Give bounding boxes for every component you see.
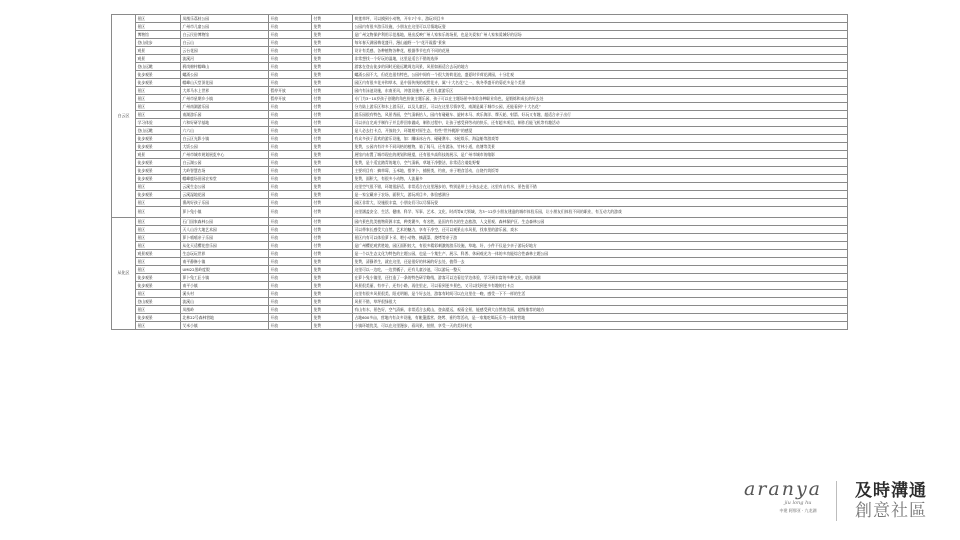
fee-cell: 免费 <box>312 71 353 79</box>
description-cell: 有山有水，景色好，空气清新，非常适合去爬山，登高望远，观看全景，能感受到大自然的美丽，超级推荐的地方 <box>353 306 848 314</box>
description-cell: 是广州樱花观赏胜地，园区面积较大，有很多精彩刺激的游乐设施，草地、好，小件不仅是少亲子游玩好地方 <box>353 242 848 250</box>
table-row <box>112 47 848 55</box>
attraction-name-cell: 艾米小镇 <box>181 322 269 330</box>
description-cell: 景区内有可以体验萝卜采、喂小动物、摘蔬菜、烧烤等亲子游 <box>353 234 848 242</box>
status-cell: 开放 <box>269 191 312 199</box>
fee-cell: 免费 <box>312 306 353 314</box>
attraction-name-cell: 从化天适樱花悠乐园 <box>181 242 269 250</box>
fee-cell: 付费 <box>312 207 353 218</box>
fee-cell: 免费 <box>312 266 353 274</box>
category-cell: 景区 <box>136 103 181 111</box>
table-row <box>112 258 848 266</box>
table-row <box>112 159 848 167</box>
description-cell: 分为陆上游乐区和水上游乐区，以及儿童区，可以在这里尽情享受，南湖是属于城市公园，还能看到“十大名花” <box>353 103 848 111</box>
attraction-name-cell: 云溪湿地花园 <box>181 191 269 199</box>
table-row <box>112 298 848 306</box>
attraction-name-cell: 广州市儿童公园 <box>181 23 269 31</box>
description-cell: 免费，面积大，有很多小动物，人流量多 <box>353 175 848 183</box>
fee-cell: 免费 <box>312 143 353 151</box>
category-cell: 景区 <box>136 242 181 250</box>
fee-cell: 免费 <box>312 258 353 266</box>
fee-cell: 付费 <box>312 218 353 226</box>
description-cell: 这里空气很不错，环境很舒适，非常适合在这里漫步的，特别是带上小孩去走走，这里有山有水，景色很不错 <box>353 183 848 191</box>
attractions-table <box>111 14 848 330</box>
status-cell: 开放 <box>269 266 312 274</box>
status-cell: 开放 <box>269 234 312 242</box>
aranya-logo <box>728 480 838 514</box>
description-cell: 游乐园很有特色，风景秀丽，空气清新怡人，园内有碰碰车、旋转木马、欢乐海洋、摩天轮、射箭、好玩又有趣，超适合亲子出行 <box>353 111 848 119</box>
partner-logo-line2: 創意社區 <box>855 500 927 521</box>
table-row <box>112 119 848 127</box>
attraction-name-cell: 萝卜兔小镇 <box>181 207 269 218</box>
fee-cell: 付费 <box>312 111 353 119</box>
description-cell: 是一家宝藏亲子农场，面积大，游玩项目多，体验感满分 <box>353 191 848 199</box>
description-cell: 荷莲草坪，可以摸到小动物，开车7个车，游玩项目多 <box>353 15 848 23</box>
fee-cell: 付费 <box>312 103 353 111</box>
table-row <box>112 266 848 274</box>
status-cell: 开放 <box>269 258 312 266</box>
description-cell: 每年春天满园梅花盛开，漫山遍野一个“花开雨露”景象 <box>353 39 848 47</box>
description-cell: 设计有美感，各种植物各种花，根据季节也有不同的花展 <box>353 47 848 55</box>
status-cell: 开放 <box>269 151 312 159</box>
category-cell: 景区 <box>136 290 181 298</box>
table-row <box>112 135 848 143</box>
attraction-name-cell: 南平小镇 <box>181 282 269 290</box>
category-cell: 博物馆 <box>136 31 181 39</box>
status-cell: 开放 <box>269 290 312 298</box>
attraction-name-cell: 萝卜兔工匠小镇 <box>181 274 269 282</box>
status-cell: 开放 <box>269 55 312 63</box>
category-cell: 景区 <box>136 218 181 226</box>
description-cell: 占地600多亩，营地内有众多设施，有帐篷露营、烧烤、垂钓等活动，是一家集吃喝玩乐为一体的营地 <box>353 314 848 322</box>
category-cell: 徒步观景 <box>136 79 181 87</box>
table-row <box>112 322 848 330</box>
category-cell: 观景观景 <box>136 250 181 258</box>
table-row <box>112 63 848 71</box>
category-cell: 景区 <box>136 15 181 23</box>
table-row <box>112 15 848 23</box>
category-cell: 景区 <box>136 207 181 218</box>
table-row <box>112 71 848 79</box>
category-cell: 徒步观景 <box>136 135 181 143</box>
category-cell: 景区 <box>136 306 181 314</box>
attraction-name-cell: 云台花园 <box>181 47 269 55</box>
status-cell: 开放 <box>269 199 312 207</box>
description-cell: 在萝卜兔小镇里，还打造了一条的特色研学路线，游客可以边看边学边体验，学习到丰富的多种文化，收获满满 <box>353 274 848 282</box>
fee-cell: 付费 <box>312 87 353 95</box>
description-cell: 风景不错，草坪很绿很大 <box>353 298 848 306</box>
fee-cell: 免费 <box>312 151 353 159</box>
status-cell: 开放 <box>269 63 312 71</box>
attraction-name-cell: 帽峰鹿场田园农家堂 <box>181 175 269 183</box>
fee-cell: 免费 <box>312 175 353 183</box>
table-row <box>112 167 848 175</box>
table-row <box>112 218 848 226</box>
status-cell: 开放 <box>269 103 312 111</box>
attraction-name-cell: 流溪山 <box>181 298 269 306</box>
attraction-name-cell: 帽峰山天堂顶花园 <box>181 79 269 87</box>
category-cell: 景区 <box>136 226 181 234</box>
fee-cell: 免费 <box>312 290 353 298</box>
attraction-name-cell: 番禺好孩子乐园 <box>181 199 269 207</box>
attraction-name-cell: 大岭智慧农场 <box>181 167 269 175</box>
status-cell: 开放 <box>269 207 312 218</box>
description-cell: 展馆内布置了城市现在的规划和展望，还有很多高科技的展示，是广州市城市的缩影 <box>353 151 848 159</box>
table-row <box>112 95 848 103</box>
table-row <box>112 111 848 119</box>
attraction-name-cell: 凤凰岭 <box>181 306 269 314</box>
aranya-subtitle: jiu long hu <box>784 500 812 506</box>
category-cell: 景区 <box>136 258 181 266</box>
description-cell: 是人必去打卡点，开放较少，环境相对原生态，有些“世外桃源”的感觉 <box>353 127 848 135</box>
description-cell: 这里涵盖安全、生活、健康、科学、军事、艺术、文化、时尚等8大领域，为3~12岁小朋友建造的城市体验乐园，让小朋友们体验不同的职业，有互动大的游戏 <box>353 207 848 218</box>
fee-cell: 付费 <box>312 226 353 234</box>
status-cell: 暂停开放 <box>269 95 312 103</box>
fee-cell: 免费 <box>312 79 353 87</box>
status-cell: 开放 <box>269 127 312 135</box>
description-cell: 游客在登山徒步的同时还能远眺周边风景，风景如画适合去玩的地方 <box>353 63 848 71</box>
status-cell: 暂停开放 <box>269 87 312 95</box>
description-cell: 免费，公园内有许多不同风格的植物，骑了骑马，还有游泳，竹林小道，鱼塘等美景 <box>353 143 848 151</box>
fee-cell: 付费 <box>312 95 353 103</box>
table-row <box>112 242 848 250</box>
description-cell: 这里有很多风景很美，阳光明媚，是个好去处，游客有时间可以在这里住一晚，感受一下不一样的生活 <box>353 290 848 298</box>
status-cell: 开放 <box>269 314 312 322</box>
category-cell: 徒步观景 <box>136 167 181 175</box>
table-row <box>112 103 848 111</box>
fee-cell: 免费 <box>312 127 353 135</box>
category-cell: 景区 <box>136 111 181 119</box>
attraction-name-cell: 石门国家森林公园 <box>181 218 269 226</box>
table-row <box>112 151 848 159</box>
attraction-name-cell: 白云湖公园 <box>181 159 269 167</box>
category-cell: 景区 <box>136 199 181 207</box>
status-cell: 开放 <box>269 31 312 39</box>
attraction-name-cell: 广州南湖游乐园 <box>181 103 269 111</box>
status-cell: 开放 <box>269 306 312 314</box>
description-cell: 是广州文物保护利用示范基地，展出反映广州人家家乐的场景，也是关爱家广州人家家爱城好的居场 <box>353 31 848 39</box>
category-cell: 徒步观景 <box>136 274 181 282</box>
region-cell: 白云区 <box>112 15 136 218</box>
category-cell: 徒步观景 <box>136 282 181 290</box>
description-cell: 风景很美丽，有亭子，还有小路，再往里走，可以看到更多景色，又可以找到更多有趣的打卡点 <box>353 282 848 290</box>
description-cell: 可以亲自完成手制作子并且带回家做成，制作过程中，让孩子感受到劳动的快乐，还有超多项目，制作后能飞机等有趣活动 <box>353 119 848 127</box>
status-cell: 开放 <box>269 183 312 191</box>
table-row <box>112 250 848 258</box>
fee-cell: 免费 <box>312 322 353 330</box>
status-cell: 开放 <box>269 79 312 87</box>
table-row <box>112 282 848 290</box>
category-cell: 徒步观景 <box>136 143 181 151</box>
aranya-chinese-caption: 中建 阿那亚 · 九龙湖 <box>779 508 817 513</box>
fee-cell: 付费 <box>312 250 353 258</box>
status-cell: 开放 <box>269 15 312 23</box>
description-cell: 免费，是个适宜踏青的地方，空气清新，草地干净整洁，非常适合遛娃野餐 <box>353 159 848 167</box>
attraction-name-cell: 广州市星期乡小镇 <box>181 95 269 103</box>
attraction-name-cell: 白云山 <box>181 39 269 47</box>
description-cell: 园内景色优美植物资源丰富，种类繁多，有名胜，是国内有名的生态旅游，人文景观、森林保护区、生态森林公园 <box>353 218 848 226</box>
description-cell: 主要项目有：摘草莓，玉米地，搭茅卜，捕捞类，钓鱼，亲子喂食活动，自烧竹筒饭等 <box>353 167 848 175</box>
fee-cell: 免费 <box>312 55 353 63</box>
status-cell: 开放 <box>269 250 312 258</box>
attraction-name-cell: 螺涌公园 <box>181 71 269 79</box>
category-cell: 登山远眺 <box>136 127 181 135</box>
fee-cell: 免费 <box>312 159 353 167</box>
attraction-name-cell: 六和好研学基地 <box>181 119 269 127</box>
description-cell: 公园内有很多游乐设施，小朋友在这里可以尽情地玩耍 <box>353 23 848 31</box>
table-row <box>112 183 848 191</box>
fee-cell: 付费 <box>312 199 353 207</box>
region-cell: 从化区 <box>112 218 136 330</box>
category-cell: 观景 <box>136 47 181 55</box>
attraction-name-cell: 鸦岗棉村帽峰山 <box>181 63 269 71</box>
status-cell: 开放 <box>269 47 312 55</box>
category-cell: 观景 <box>136 55 181 63</box>
fee-cell: 免费 <box>312 314 353 322</box>
category-cell: 徒步观景 <box>136 191 181 199</box>
table-row <box>112 290 848 298</box>
status-cell: 开放 <box>269 274 312 282</box>
description-cell: 是一个以生态文化为特色的主题公园，也是一个集生产、展示、科普、休闲观光为一体的多功能综合性森林主题公园 <box>353 250 848 258</box>
status-cell: 开放 <box>269 71 312 79</box>
fee-cell: 免费 <box>312 31 353 39</box>
attractions-table-body <box>112 15 848 330</box>
description-cell: 小镇环境优美，可以在这里漫步，看风景，拍照，享受一天的美好时光 <box>353 322 848 330</box>
status-cell: 开放 <box>269 111 312 119</box>
attraction-name-cell: 天人山谷大地艺术园 <box>181 226 269 234</box>
status-cell: 开放 <box>269 159 312 167</box>
fee-cell: 付费 <box>312 119 353 127</box>
table-row <box>112 55 848 63</box>
attraction-name-cell: 生态玩玩世界 <box>181 250 269 258</box>
status-cell: 开放 <box>269 282 312 290</box>
fee-cell: 付费 <box>312 167 353 175</box>
attraction-name-cell: 北林22号森林营地 <box>181 314 269 322</box>
category-cell: 景区 <box>136 87 181 95</box>
logo-divider <box>836 481 837 521</box>
attraction-name-cell: 溪头村 <box>181 290 269 298</box>
attraction-name-cell: 大饭公园 <box>181 143 269 151</box>
partner-logo-line1: 及時溝通 <box>855 481 927 501</box>
table-row <box>112 226 848 234</box>
table-row <box>112 31 848 39</box>
table-row <box>112 175 848 183</box>
category-cell: 观景 <box>136 151 181 159</box>
attraction-name-cell: 白云民俗博物馆 <box>181 31 269 39</box>
description-cell: 免费，清静养生，就在这里，还是很好的休闲的好去处，值得一去 <box>353 258 848 266</box>
attraction-name-cell: 萝卜嘻嘻亲子乐园 <box>181 234 269 242</box>
description-cell: 园内有泳池设施，东南亚风，冲浪设施多，还有儿童游乐区 <box>353 87 848 95</box>
category-cell: 徒步观景 <box>136 175 181 183</box>
attraction-name-cell: 南平静修小镇 <box>181 258 269 266</box>
fee-cell: 免费 <box>312 183 353 191</box>
status-cell: 开放 <box>269 119 312 127</box>
fee-cell: 免费 <box>312 274 353 282</box>
category-cell: 登山远眺 <box>136 63 181 71</box>
description-cell: 这里可以一边吃，一边赏橘子，还有儿童沙池，可以游玩一整天 <box>353 266 848 274</box>
category-cell: 景区 <box>136 322 181 330</box>
category-cell: 徒步观景 <box>136 159 181 167</box>
description-cell: 园区非常大，设施很丰富，小朋友们可以尽情玩耍 <box>353 199 848 207</box>
description-cell: 专门为3~10岁孩子创建的角色扮演主题乐园，孩子可以在主题场景中体验各种职业角色，是锻炼和成长的好去处 <box>353 95 848 103</box>
status-cell: 开放 <box>269 143 312 151</box>
attraction-name-cell: 流溪河 <box>181 55 269 63</box>
category-cell: 景区 <box>136 234 181 242</box>
table-row <box>112 207 848 218</box>
category-cell: 徒步观景 <box>136 314 181 322</box>
fee-cell: 免费 <box>312 282 353 290</box>
table-row <box>112 191 848 199</box>
attraction-name-cell: 六六山 <box>181 127 269 135</box>
fee-cell: 免费 <box>312 23 353 31</box>
table-row <box>112 87 848 95</box>
status-cell: 开放 <box>269 298 312 306</box>
attraction-name-cell: 白云区光影小镇 <box>181 135 269 143</box>
status-cell: 开放 <box>269 167 312 175</box>
table-row <box>112 79 848 87</box>
attraction-name-cell: 广州市城市规划展览中心 <box>181 151 269 159</box>
category-cell: 景区 <box>136 95 181 103</box>
table-row <box>112 199 848 207</box>
fee-cell: 付费 <box>312 234 353 242</box>
status-cell: 开放 <box>269 23 312 31</box>
table-row <box>112 127 848 135</box>
description-cell: 可以带家长感受大自然，艺术的魅力，享有干净空，还可以观景山水风景，找家里的游乐园，戏水 <box>353 226 848 234</box>
status-cell: 开放 <box>269 175 312 183</box>
table-row <box>112 143 848 151</box>
category-cell: 徒步观景 <box>136 71 181 79</box>
table-row <box>112 314 848 322</box>
fee-cell: 付费 <box>312 242 353 250</box>
fee-cell: 免费 <box>312 191 353 199</box>
category-cell: 学习体验 <box>136 119 181 127</box>
description-cell: 有众多孩子喜欢的游乐设施，如：蹦床冰台内、碰碰赛车、水枪娱乐，海盗船等游戏等 <box>353 135 848 143</box>
table-row <box>112 274 848 282</box>
attraction-name-cell: 南湖游乐园 <box>181 111 269 119</box>
status-cell: 开放 <box>269 242 312 250</box>
category-cell: 景区 <box>136 266 181 274</box>
fee-cell: 付费 <box>312 15 353 23</box>
status-cell: 开放 <box>269 218 312 226</box>
aranya-wordmark: aranya <box>743 478 823 500</box>
table-row <box>112 23 848 31</box>
table-row <box>112 234 848 242</box>
description-cell: 园区内有很多花卉和草木，是中国传统的观赏花卉，属“十大名花”之一，秋冬季盛开的菊花多是个美景 <box>353 79 848 87</box>
table-row <box>112 306 848 314</box>
category-cell: 景区 <box>136 23 181 31</box>
partner-logo <box>855 482 950 521</box>
category-cell: 登山观景 <box>136 298 181 306</box>
description-cell: 非常想找一个好玩的湿地，这里是适合不错的选择 <box>353 55 848 63</box>
status-cell: 开放 <box>269 135 312 143</box>
attraction-name-cell: 凤凰乐荔枝公园 <box>181 15 269 23</box>
fee-cell: 免费 <box>312 63 353 71</box>
fee-cell: 付费 <box>312 135 353 143</box>
category-cell: 景区 <box>136 183 181 191</box>
fee-cell: 付费 <box>312 47 353 55</box>
category-cell: 登山徒步 <box>136 39 181 47</box>
fee-cell: 免费 <box>312 298 353 306</box>
fee-cell: 免费 <box>312 39 353 47</box>
attraction-name-cell: 云溪生态公园 <box>181 183 269 191</box>
status-cell: 开放 <box>269 322 312 330</box>
status-cell: 开放 <box>269 226 312 234</box>
attraction-name-cell: 大邦马水上世界 <box>181 87 269 95</box>
table-row <box>112 39 848 47</box>
attraction-name-cell: UMI22黑岭度假 <box>181 266 269 274</box>
description-cell: 螺涌公园不大，但花也很有特色，公园中间有一个很大的荷花池，盛夏时节荷花满园，十分壮观 <box>353 71 848 79</box>
status-cell: 开放 <box>269 39 312 47</box>
